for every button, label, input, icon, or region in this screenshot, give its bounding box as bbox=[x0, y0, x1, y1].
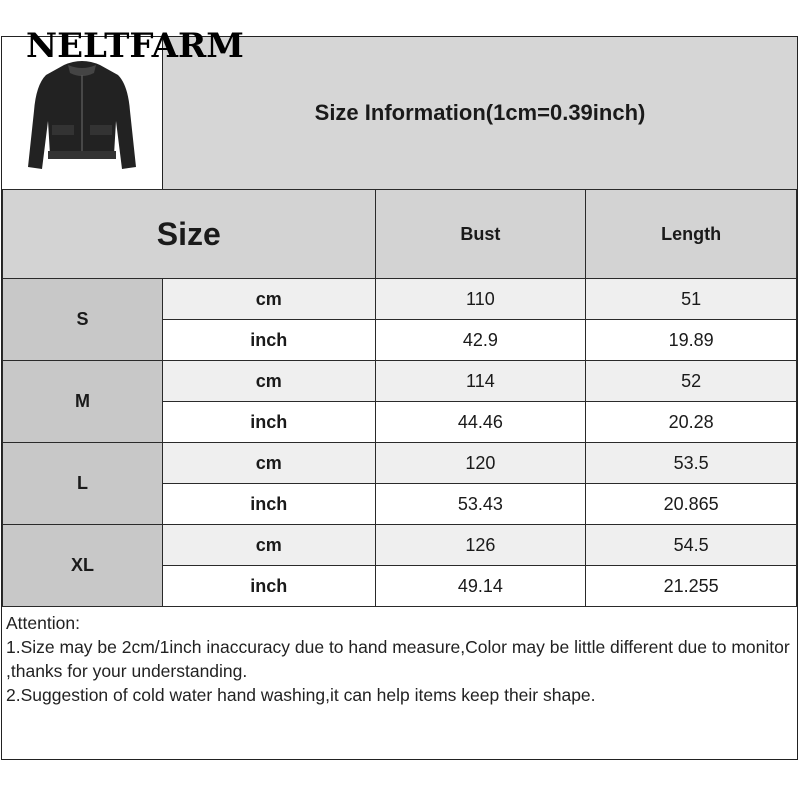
length-value: 51 bbox=[586, 279, 797, 320]
note-line-2: 2.Suggestion of cold water hand washing,it can help items keep their shape. bbox=[6, 685, 596, 705]
unit-label: cm bbox=[163, 525, 375, 566]
bust-value: 42.9 bbox=[375, 320, 586, 361]
bust-value: 44.46 bbox=[375, 402, 586, 443]
unit-label: inch bbox=[163, 566, 375, 607]
length-value: 53.5 bbox=[586, 443, 797, 484]
attention-notes bbox=[6, 611, 798, 707]
bust-value: 114 bbox=[375, 361, 586, 402]
length-value: 52 bbox=[586, 361, 797, 402]
size-info-title: Size Information(1cm=0.39inch) bbox=[163, 37, 797, 189]
table-row bbox=[3, 525, 797, 566]
bust-value: 126 bbox=[375, 525, 586, 566]
bust-value: 120 bbox=[375, 443, 586, 484]
size-label: S bbox=[3, 279, 163, 361]
size-column-header: Size bbox=[3, 190, 376, 279]
bust-value: 49.14 bbox=[375, 566, 586, 607]
length-value: 20.28 bbox=[586, 402, 797, 443]
length-value: 20.865 bbox=[586, 484, 797, 525]
brand-logo: NELTFARM bbox=[26, 26, 244, 66]
size-chart-sheet bbox=[1, 36, 798, 760]
unit-label: inch bbox=[163, 484, 375, 525]
size-label: M bbox=[3, 361, 163, 443]
length-value: 19.89 bbox=[586, 320, 797, 361]
bust-value: 110 bbox=[375, 279, 586, 320]
notes-heading: Attention: bbox=[6, 613, 80, 633]
note-line-1: 1.Size may be 2cm/1inch inaccuracy due to hand measure,Color may be little different due to monitor ,thanks for your understanding. bbox=[6, 637, 790, 681]
size-table bbox=[2, 189, 797, 607]
table-row bbox=[3, 279, 797, 320]
unit-label: cm bbox=[163, 361, 375, 402]
unit-label: inch bbox=[163, 320, 375, 361]
table-row bbox=[3, 443, 797, 484]
bust-value: 53.43 bbox=[375, 484, 586, 525]
size-label: XL bbox=[3, 525, 163, 607]
jacket-image bbox=[20, 51, 144, 177]
table-row bbox=[3, 361, 797, 402]
length-value: 21.255 bbox=[586, 566, 797, 607]
unit-label: cm bbox=[163, 443, 375, 484]
bust-column-header: Bust bbox=[375, 190, 586, 279]
size-label: L bbox=[3, 443, 163, 525]
unit-label: inch bbox=[163, 402, 375, 443]
table-header-row bbox=[3, 190, 797, 279]
length-column-header: Length bbox=[586, 190, 797, 279]
unit-label: cm bbox=[163, 279, 375, 320]
length-value: 54.5 bbox=[586, 525, 797, 566]
